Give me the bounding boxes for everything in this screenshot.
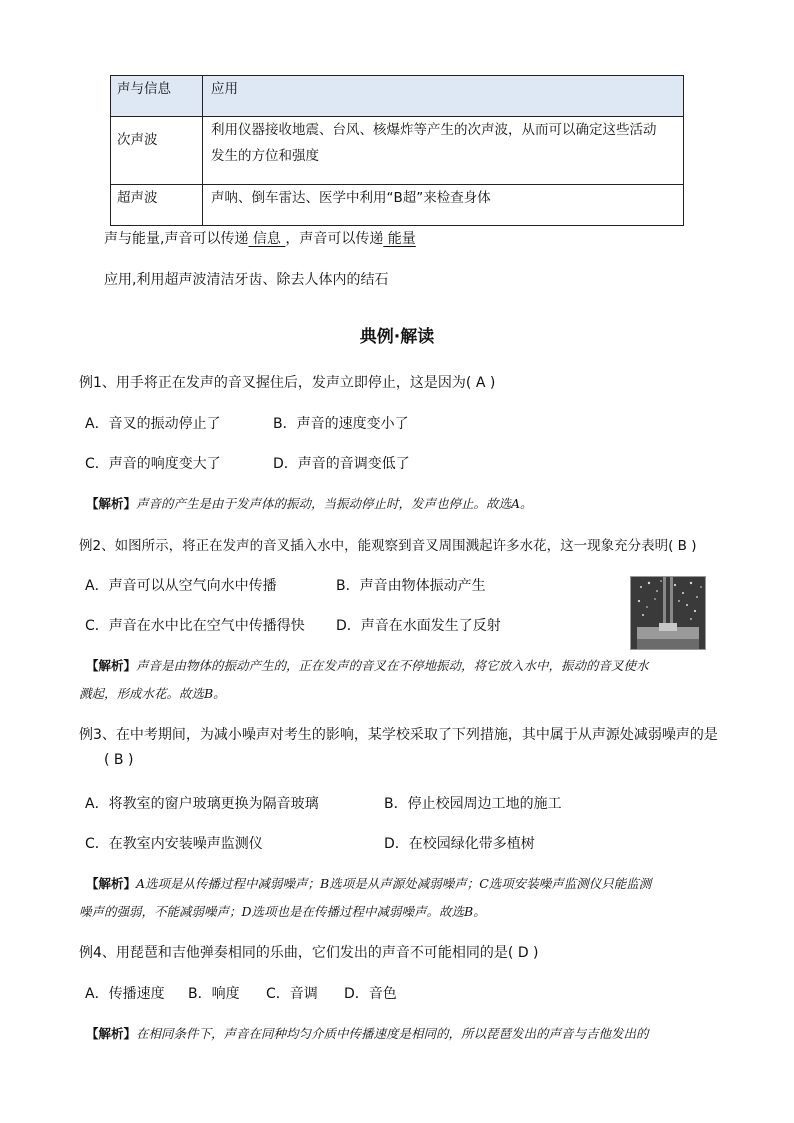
analysis: 【解析】在相同条件下，声音在同种均匀介质中传播速度是相同的，所以琵琶发出的声音与吉他发出的 <box>86 1026 649 1041</box>
table-cell: 次声波 <box>117 132 158 148</box>
table-cell: 发生的方位和强度 <box>211 148 319 164</box>
option: C．音调 <box>266 986 318 1002</box>
option: C．在教室内安装噪声监测仪 <box>85 836 263 852</box>
example-question: 例1、用手将正在发声的音叉握住后，发声立即停止，这是因为( A ) <box>79 375 496 391</box>
tuning-fork-illustration <box>631 577 705 649</box>
example-question: 例4、用琵琶和吉他弹奏相同的乐曲，它们发出的声音不可能相同的是( D ) <box>79 945 539 961</box>
option: A．传播速度 <box>85 986 165 1002</box>
table-row <box>111 117 683 185</box>
table-row <box>111 185 683 226</box>
section-title: 典例·解读 <box>359 327 435 347</box>
analysis: 【解析】声音是由物体的振动产生的，正在发声的音叉在不停地振动，将它放入水中，振动的音叉使水 <box>86 658 649 673</box>
example-question: 例3、在中考期间，为减小噪声对考生的影响，某学校采取了下列措施，其中属于从声源处减弱噪声的是 <box>79 727 718 743</box>
option: A．将教室的窗户玻璃更换为隔音玻璃 <box>85 796 319 812</box>
energy-line: 声与能量,声音可以传递 信息 ，声音可以传递 能量 <box>104 231 416 247</box>
table-cell: 利用仪器接收地震、台风、核爆炸等产生的次声波，从而可以确定这些活动 <box>211 122 657 138</box>
table-cell: 声呐、倒车雷达、医学中利用“B超”来检查身体 <box>211 190 491 206</box>
table-header-row <box>111 76 683 117</box>
table-header-cell: 应用 <box>211 81 238 97</box>
example-question: 例2、如图所示，将正在发声的音叉插入水中，能观察到音叉周围溅起许多水花，这一现象充分表明( B ) <box>79 538 697 554</box>
fill-blank: 能量 <box>383 231 416 247</box>
option: A．音叉的振动停止了 <box>85 416 221 432</box>
analysis-cont: 溅起，形成水花。故选B。 <box>79 686 226 701</box>
analysis: 【解析】声音的产生是由于发声体的振动，当振动停止时，发声也停止。故选A。 <box>86 496 533 511</box>
option: B．声音由物体振动产生 <box>336 578 486 594</box>
option: D．声音的音调变低了 <box>273 456 410 472</box>
table-header-cell: 声与信息 <box>117 81 171 97</box>
option: D．在校园绿化带多植树 <box>384 836 535 852</box>
option: C．声音的响度变大了 <box>85 456 221 472</box>
analysis-cont: 噪声的强弱，不能减弱噪声；D选项也是在传播过程中减弱噪声。故选B。 <box>79 904 486 919</box>
option: B．停止校园周边工地的施工 <box>384 796 562 812</box>
option: A．声音可以从空气向水中传播 <box>85 578 277 594</box>
option: C．声音在水中比在空气中传播得快 <box>85 618 305 634</box>
energy-application: 应用,利用超声波清洁牙齿、除去人体内的结石 <box>104 272 389 288</box>
sound-info-table <box>110 75 684 226</box>
option: B．响度 <box>188 986 240 1002</box>
analysis: 【解析】A选项是从传播过程中减弱噪声；B选项是从声源处减弱噪声；C选项安装噪声监测仪只能监测 <box>86 876 652 891</box>
tuning-fork-water-photo <box>630 576 706 650</box>
option: D．音色 <box>344 986 397 1002</box>
option: D．声音在水面发生了反射 <box>336 618 501 634</box>
fill-blank: 信息 <box>248 231 286 247</box>
table-cell: 超声波 <box>117 190 158 206</box>
answer-line: ( B ) <box>104 752 134 768</box>
option: B．声音的速度变小了 <box>273 416 409 432</box>
